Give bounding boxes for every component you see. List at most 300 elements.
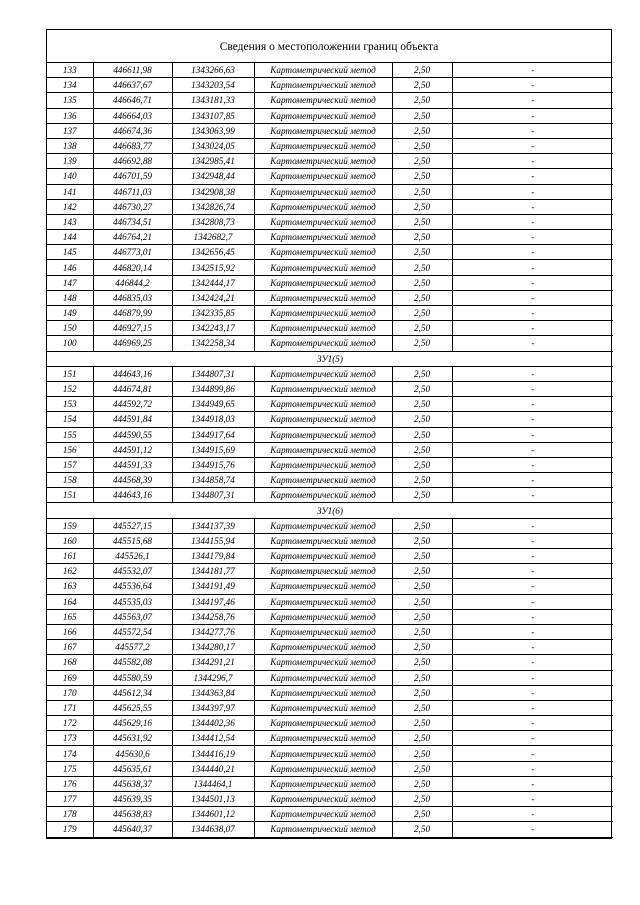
method-cell: Картометрический метод [254, 685, 392, 700]
method-cell: Картометрический метод [254, 457, 392, 472]
table-row [47, 199, 613, 214]
description-cell: - [452, 731, 613, 746]
method-cell: Картометрический метод [254, 230, 392, 245]
x-coordinate-cell: 446711,03 [93, 184, 172, 199]
point-number-cell: 165 [47, 609, 93, 624]
accuracy-cell: 2,50 [392, 549, 452, 564]
point-number-cell: 177 [47, 792, 93, 807]
accuracy-cell: 2,50 [392, 169, 452, 184]
x-coordinate-cell: 446844,2 [93, 275, 172, 290]
accuracy-cell: 2,50 [392, 670, 452, 685]
y-coordinate-cell: 1344191,49 [172, 579, 254, 594]
y-coordinate-cell: 1342826,74 [172, 199, 254, 214]
description-cell: - [452, 457, 613, 472]
y-coordinate-cell: 1343266,63 [172, 63, 254, 78]
y-coordinate-cell: 1344915,69 [172, 442, 254, 457]
accuracy-cell: 2,50 [392, 746, 452, 761]
accuracy-cell: 2,50 [392, 336, 452, 351]
table-row [47, 169, 613, 184]
point-number-cell: 134 [47, 78, 93, 93]
x-coordinate-cell: 446692,88 [93, 154, 172, 169]
x-coordinate-cell: 445638,83 [93, 807, 172, 822]
sheet-title: Сведения о местоположении границ объекта [47, 30, 611, 63]
accuracy-cell: 2,50 [392, 427, 452, 442]
description-cell: - [452, 184, 613, 199]
accuracy-cell: 2,50 [392, 230, 452, 245]
method-cell: Картометрический метод [254, 245, 392, 260]
method-cell: Картометрический метод [254, 564, 392, 579]
description-cell: - [452, 579, 613, 594]
description-cell: - [452, 321, 613, 336]
accuracy-cell: 2,50 [392, 78, 452, 93]
accuracy-cell: 2,50 [392, 624, 452, 639]
y-coordinate-cell: 1344501,13 [172, 792, 254, 807]
accuracy-cell: 2,50 [392, 260, 452, 275]
y-coordinate-cell: 1344858,74 [172, 473, 254, 488]
accuracy-cell: 2,50 [392, 685, 452, 700]
coordinates-sheet [46, 29, 612, 839]
x-coordinate-cell: 446611,98 [93, 63, 172, 78]
x-coordinate-cell: 445629,16 [93, 716, 172, 731]
y-coordinate-cell: 1342335,85 [172, 306, 254, 321]
y-coordinate-cell: 1342656,45 [172, 245, 254, 260]
table-row [47, 93, 613, 108]
group-header-row [47, 351, 613, 366]
table-row [47, 700, 613, 715]
y-coordinate-cell: 1344258,76 [172, 609, 254, 624]
point-number-cell: 135 [47, 93, 93, 108]
point-number-cell: 168 [47, 655, 93, 670]
point-number-cell: 138 [47, 138, 93, 153]
point-number-cell: 137 [47, 123, 93, 138]
method-cell: Картометрический метод [254, 518, 392, 533]
accuracy-cell: 2,50 [392, 245, 452, 260]
accuracy-cell: 2,50 [392, 397, 452, 412]
y-coordinate-cell: 1342808,73 [172, 214, 254, 229]
method-cell: Картометрический метод [254, 761, 392, 776]
table-row [47, 807, 613, 822]
table-row [47, 457, 613, 472]
y-coordinate-cell: 1344899,86 [172, 381, 254, 396]
y-coordinate-cell: 1344807,31 [172, 488, 254, 503]
y-coordinate-cell: 1344277,76 [172, 624, 254, 639]
accuracy-cell: 2,50 [392, 594, 452, 609]
x-coordinate-cell: 446764,21 [93, 230, 172, 245]
y-coordinate-cell: 1342948,44 [172, 169, 254, 184]
x-coordinate-cell: 444591,33 [93, 457, 172, 472]
x-coordinate-cell: 445612,34 [93, 685, 172, 700]
accuracy-cell: 2,50 [392, 123, 452, 138]
method-cell: Картометрический метод [254, 306, 392, 321]
method-cell: Картометрический метод [254, 199, 392, 214]
x-coordinate-cell: 446879,99 [93, 306, 172, 321]
method-cell: Картометрический метод [254, 792, 392, 807]
point-number-cell: 162 [47, 564, 93, 579]
x-coordinate-cell: 445625,55 [93, 700, 172, 715]
method-cell: Картометрический метод [254, 655, 392, 670]
y-coordinate-cell: 1342243,17 [172, 321, 254, 336]
description-cell: - [452, 442, 613, 457]
method-cell: Картометрический метод [254, 138, 392, 153]
point-number-cell: 153 [47, 397, 93, 412]
point-number-cell: 156 [47, 442, 93, 457]
method-cell: Картометрический метод [254, 533, 392, 548]
y-coordinate-cell: 1342258,34 [172, 336, 254, 351]
method-cell: Картометрический метод [254, 381, 392, 396]
table-row [47, 366, 613, 381]
y-coordinate-cell: 1344181,77 [172, 564, 254, 579]
y-coordinate-cell: 1342424,21 [172, 290, 254, 305]
description-cell: - [452, 138, 613, 153]
y-coordinate-cell: 1344280,17 [172, 640, 254, 655]
method-cell: Картометрический метод [254, 184, 392, 199]
table-row [47, 427, 613, 442]
method-cell: Картометрический метод [254, 731, 392, 746]
table-row [47, 123, 613, 138]
description-cell: - [452, 93, 613, 108]
table-row [47, 746, 613, 761]
table-row [47, 776, 613, 791]
description-cell: - [452, 518, 613, 533]
accuracy-cell: 2,50 [392, 93, 452, 108]
y-coordinate-cell: 1344397,97 [172, 700, 254, 715]
point-number-cell: 147 [47, 275, 93, 290]
description-cell: - [452, 473, 613, 488]
method-cell: Картометрический метод [254, 776, 392, 791]
description-cell: - [452, 685, 613, 700]
accuracy-cell: 2,50 [392, 761, 452, 776]
description-cell: - [452, 716, 613, 731]
y-coordinate-cell: 1344638,07 [172, 822, 254, 837]
table-row [47, 260, 613, 275]
y-coordinate-cell: 1344412,54 [172, 731, 254, 746]
accuracy-cell: 2,50 [392, 579, 452, 594]
table-row [47, 290, 613, 305]
description-cell: - [452, 427, 613, 442]
table-row [47, 275, 613, 290]
accuracy-cell: 2,50 [392, 807, 452, 822]
x-coordinate-cell: 445639,35 [93, 792, 172, 807]
y-coordinate-cell: 1343181,33 [172, 93, 254, 108]
point-number-cell: 151 [47, 488, 93, 503]
description-cell: - [452, 245, 613, 260]
description-cell: - [452, 564, 613, 579]
method-cell: Картометрический метод [254, 214, 392, 229]
accuracy-cell: 2,50 [392, 640, 452, 655]
x-coordinate-cell: 446637,67 [93, 78, 172, 93]
method-cell: Картометрический метод [254, 290, 392, 305]
x-coordinate-cell: 446730,27 [93, 199, 172, 214]
x-coordinate-cell: 444643,16 [93, 488, 172, 503]
table-row [47, 518, 613, 533]
point-number-cell: 100 [47, 336, 93, 351]
table-row [47, 716, 613, 731]
table-body [47, 63, 613, 837]
y-coordinate-cell: 1344440,21 [172, 761, 254, 776]
x-coordinate-cell: 445527,15 [93, 518, 172, 533]
x-coordinate-cell: 444591,84 [93, 412, 172, 427]
accuracy-cell: 2,50 [392, 184, 452, 199]
accuracy-cell: 2,50 [392, 457, 452, 472]
y-coordinate-cell: 1344179,84 [172, 549, 254, 564]
accuracy-cell: 2,50 [392, 366, 452, 381]
method-cell: Картометрический метод [254, 397, 392, 412]
method-cell: Картометрический метод [254, 549, 392, 564]
x-coordinate-cell: 446773,01 [93, 245, 172, 260]
y-coordinate-cell: 1344917,64 [172, 427, 254, 442]
x-coordinate-cell: 444592,72 [93, 397, 172, 412]
x-coordinate-cell: 446664,03 [93, 108, 172, 123]
y-coordinate-cell: 1344464,1 [172, 776, 254, 791]
method-cell: Картометрический метод [254, 624, 392, 639]
accuracy-cell: 2,50 [392, 776, 452, 791]
accuracy-cell: 2,50 [392, 700, 452, 715]
group-header-row [47, 503, 613, 518]
point-number-cell: 169 [47, 670, 93, 685]
point-number-cell: 167 [47, 640, 93, 655]
description-cell: - [452, 488, 613, 503]
point-number-cell: 136 [47, 108, 93, 123]
table-row [47, 640, 613, 655]
table-row [47, 78, 613, 93]
point-number-cell: 151 [47, 366, 93, 381]
point-number-cell: 164 [47, 594, 93, 609]
description-cell: - [452, 640, 613, 655]
description-cell: - [452, 792, 613, 807]
y-coordinate-cell: 1344296,7 [172, 670, 254, 685]
description-cell: - [452, 822, 613, 837]
table-row [47, 306, 613, 321]
y-coordinate-cell: 1344155,94 [172, 533, 254, 548]
point-number-cell: 139 [47, 154, 93, 169]
y-coordinate-cell: 1342985,41 [172, 154, 254, 169]
point-number-cell: 155 [47, 427, 93, 442]
y-coordinate-cell: 1342515,92 [172, 260, 254, 275]
table-row [47, 245, 613, 260]
x-coordinate-cell: 444674,81 [93, 381, 172, 396]
method-cell: Картометрический метод [254, 336, 392, 351]
group-label: ЗУ1(5) [47, 351, 613, 366]
coordinates-table [47, 63, 613, 838]
method-cell: Картометрический метод [254, 154, 392, 169]
method-cell: Картометрический метод [254, 321, 392, 336]
table-row [47, 624, 613, 639]
description-cell: - [452, 123, 613, 138]
x-coordinate-cell: 445582,08 [93, 655, 172, 670]
method-cell: Картометрический метод [254, 93, 392, 108]
table-row [47, 230, 613, 245]
table-row [47, 473, 613, 488]
accuracy-cell: 2,50 [392, 214, 452, 229]
y-coordinate-cell: 1344416,19 [172, 746, 254, 761]
table-row [47, 549, 613, 564]
y-coordinate-cell: 1343063,99 [172, 123, 254, 138]
point-number-cell: 149 [47, 306, 93, 321]
accuracy-cell: 2,50 [392, 412, 452, 427]
point-number-cell: 142 [47, 199, 93, 214]
y-coordinate-cell: 1344915,76 [172, 457, 254, 472]
method-cell: Картометрический метод [254, 366, 392, 381]
table-row [47, 412, 613, 427]
y-coordinate-cell: 1344197,46 [172, 594, 254, 609]
description-cell: - [452, 169, 613, 184]
point-number-cell: 171 [47, 700, 93, 715]
accuracy-cell: 2,50 [392, 731, 452, 746]
point-number-cell: 161 [47, 549, 93, 564]
accuracy-cell: 2,50 [392, 655, 452, 670]
accuracy-cell: 2,50 [392, 792, 452, 807]
x-coordinate-cell: 445563,07 [93, 609, 172, 624]
description-cell: - [452, 366, 613, 381]
x-coordinate-cell: 445580,59 [93, 670, 172, 685]
point-number-cell: 148 [47, 290, 93, 305]
accuracy-cell: 2,50 [392, 138, 452, 153]
method-cell: Картометрический метод [254, 78, 392, 93]
description-cell: - [452, 549, 613, 564]
table-row [47, 609, 613, 624]
table-row [47, 214, 613, 229]
method-cell: Картометрический метод [254, 260, 392, 275]
table-row [47, 670, 613, 685]
description-cell: - [452, 412, 613, 427]
point-number-cell: 146 [47, 260, 93, 275]
description-cell: - [452, 290, 613, 305]
y-coordinate-cell: 1344363,84 [172, 685, 254, 700]
description-cell: - [452, 397, 613, 412]
group-label: ЗУ1(6) [47, 503, 613, 518]
method-cell: Картометрический метод [254, 108, 392, 123]
method-cell: Картометрический метод [254, 640, 392, 655]
point-number-cell: 179 [47, 822, 93, 837]
description-cell: - [452, 78, 613, 93]
x-coordinate-cell: 444568,39 [93, 473, 172, 488]
y-coordinate-cell: 1344291,21 [172, 655, 254, 670]
x-coordinate-cell: 445635,61 [93, 761, 172, 776]
accuracy-cell: 2,50 [392, 609, 452, 624]
y-coordinate-cell: 1343107,85 [172, 108, 254, 123]
method-cell: Картометрический метод [254, 275, 392, 290]
point-number-cell: 176 [47, 776, 93, 791]
method-cell: Картометрический метод [254, 442, 392, 457]
table-row [47, 822, 613, 837]
table-row [47, 685, 613, 700]
table-row [47, 63, 613, 78]
description-cell: - [452, 655, 613, 670]
accuracy-cell: 2,50 [392, 564, 452, 579]
accuracy-cell: 2,50 [392, 488, 452, 503]
x-coordinate-cell: 445638,37 [93, 776, 172, 791]
y-coordinate-cell: 1342444,17 [172, 275, 254, 290]
point-number-cell: 152 [47, 381, 93, 396]
description-cell: - [452, 275, 613, 290]
x-coordinate-cell: 446701,59 [93, 169, 172, 184]
description-cell: - [452, 199, 613, 214]
method-cell: Картометрический метод [254, 412, 392, 427]
description-cell: - [452, 154, 613, 169]
point-number-cell: 175 [47, 761, 93, 776]
y-coordinate-cell: 1344137,39 [172, 518, 254, 533]
accuracy-cell: 2,50 [392, 321, 452, 336]
method-cell: Картометрический метод [254, 594, 392, 609]
x-coordinate-cell: 446927,15 [93, 321, 172, 336]
x-coordinate-cell: 446674,36 [93, 123, 172, 138]
x-coordinate-cell: 446683,77 [93, 138, 172, 153]
table-row [47, 442, 613, 457]
x-coordinate-cell: 445630,6 [93, 746, 172, 761]
table-row [47, 336, 613, 351]
y-coordinate-cell: 1342682,7 [172, 230, 254, 245]
point-number-cell: 141 [47, 184, 93, 199]
description-cell: - [452, 381, 613, 396]
point-number-cell: 157 [47, 457, 93, 472]
table-row [47, 138, 613, 153]
x-coordinate-cell: 445640,37 [93, 822, 172, 837]
description-cell: - [452, 746, 613, 761]
point-number-cell: 158 [47, 473, 93, 488]
table-row [47, 108, 613, 123]
accuracy-cell: 2,50 [392, 533, 452, 548]
description-cell: - [452, 624, 613, 639]
point-number-cell: 133 [47, 63, 93, 78]
accuracy-cell: 2,50 [392, 381, 452, 396]
accuracy-cell: 2,50 [392, 154, 452, 169]
y-coordinate-cell: 1343024,05 [172, 138, 254, 153]
accuracy-cell: 2,50 [392, 442, 452, 457]
description-cell: - [452, 260, 613, 275]
point-number-cell: 160 [47, 533, 93, 548]
table-row [47, 488, 613, 503]
point-number-cell: 150 [47, 321, 93, 336]
table-row [47, 792, 613, 807]
method-cell: Картометрический метод [254, 123, 392, 138]
y-coordinate-cell: 1344601,12 [172, 807, 254, 822]
table-row [47, 564, 613, 579]
y-coordinate-cell: 1344402,36 [172, 716, 254, 731]
method-cell: Картометрический метод [254, 579, 392, 594]
description-cell: - [452, 761, 613, 776]
description-cell: - [452, 670, 613, 685]
method-cell: Картометрический метод [254, 473, 392, 488]
table-row [47, 761, 613, 776]
description-cell: - [452, 609, 613, 624]
point-number-cell: 143 [47, 214, 93, 229]
point-number-cell: 174 [47, 746, 93, 761]
accuracy-cell: 2,50 [392, 108, 452, 123]
point-number-cell: 144 [47, 230, 93, 245]
description-cell: - [452, 336, 613, 351]
method-cell: Картометрический метод [254, 63, 392, 78]
method-cell: Картометрический метод [254, 169, 392, 184]
method-cell: Картометрический метод [254, 822, 392, 837]
point-number-cell: 172 [47, 716, 93, 731]
table-row [47, 731, 613, 746]
x-coordinate-cell: 446969,25 [93, 336, 172, 351]
y-coordinate-cell: 1344949,65 [172, 397, 254, 412]
x-coordinate-cell: 444643,16 [93, 366, 172, 381]
point-number-cell: 163 [47, 579, 93, 594]
accuracy-cell: 2,50 [392, 199, 452, 214]
accuracy-cell: 2,50 [392, 716, 452, 731]
x-coordinate-cell: 445577,2 [93, 640, 172, 655]
method-cell: Картометрический метод [254, 609, 392, 624]
x-coordinate-cell: 445526,1 [93, 549, 172, 564]
x-coordinate-cell: 445535,03 [93, 594, 172, 609]
x-coordinate-cell: 445515,68 [93, 533, 172, 548]
point-number-cell: 170 [47, 685, 93, 700]
accuracy-cell: 2,50 [392, 63, 452, 78]
point-number-cell: 166 [47, 624, 93, 639]
accuracy-cell: 2,50 [392, 306, 452, 321]
